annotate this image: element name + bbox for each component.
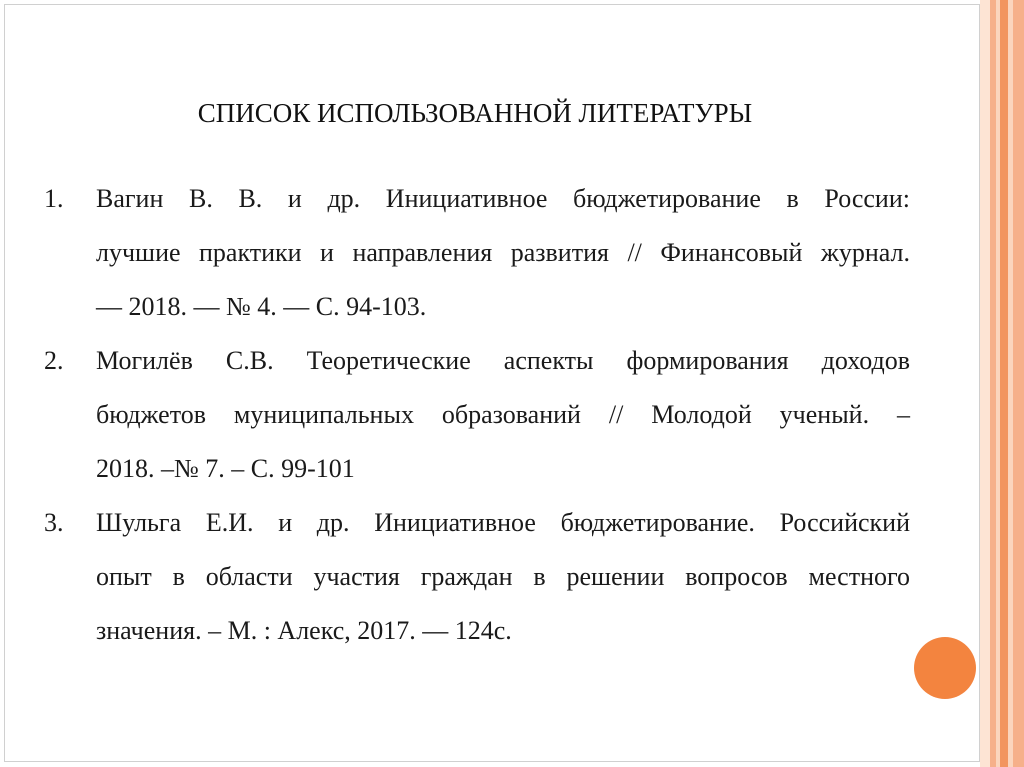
stripe [1013,0,1024,767]
orange-circle-decoration [914,637,976,699]
reference-number: 1. [44,184,64,213]
decorative-stripes [980,0,1024,767]
reference-line: бюджетов муниципальных образований // Молодой ученый. – [96,400,910,429]
reference-item [44,496,910,658]
reference-number: 2. [44,346,64,375]
reference-number: 3. [44,508,64,537]
slide-title: СПИСОК ИСПОЛЬЗОВАННОЙ ЛИТЕРАТУРЫ [197,98,753,128]
reference-line: Шульга Е.И. и др. Инициативное бюджетирование. Российский [96,508,910,537]
reference-line: Вагин В. В. и др. Инициативное бюджетирование в России: [96,184,910,213]
stripe [1000,0,1008,767]
stripe [980,0,990,767]
reference-line: — 2018. — № 4. — С. 94-103. [96,292,427,321]
reference-line: 2018. –№ 7. – С. 99-101 [96,454,355,483]
reference-line: лучшие практики и направления развития // Финансовый журнал. [96,238,910,267]
reference-item [44,334,910,496]
reference-line: опыт в области участия граждан в решении вопросов местного [96,562,910,591]
reference-line: значения. – М. : Алекс, 2017. — 124с. [96,616,512,645]
reference-list [44,172,910,658]
reference-line: Могилёв С.В. Теоретические аспекты формирования доходов [96,346,910,375]
reference-item [44,172,910,334]
